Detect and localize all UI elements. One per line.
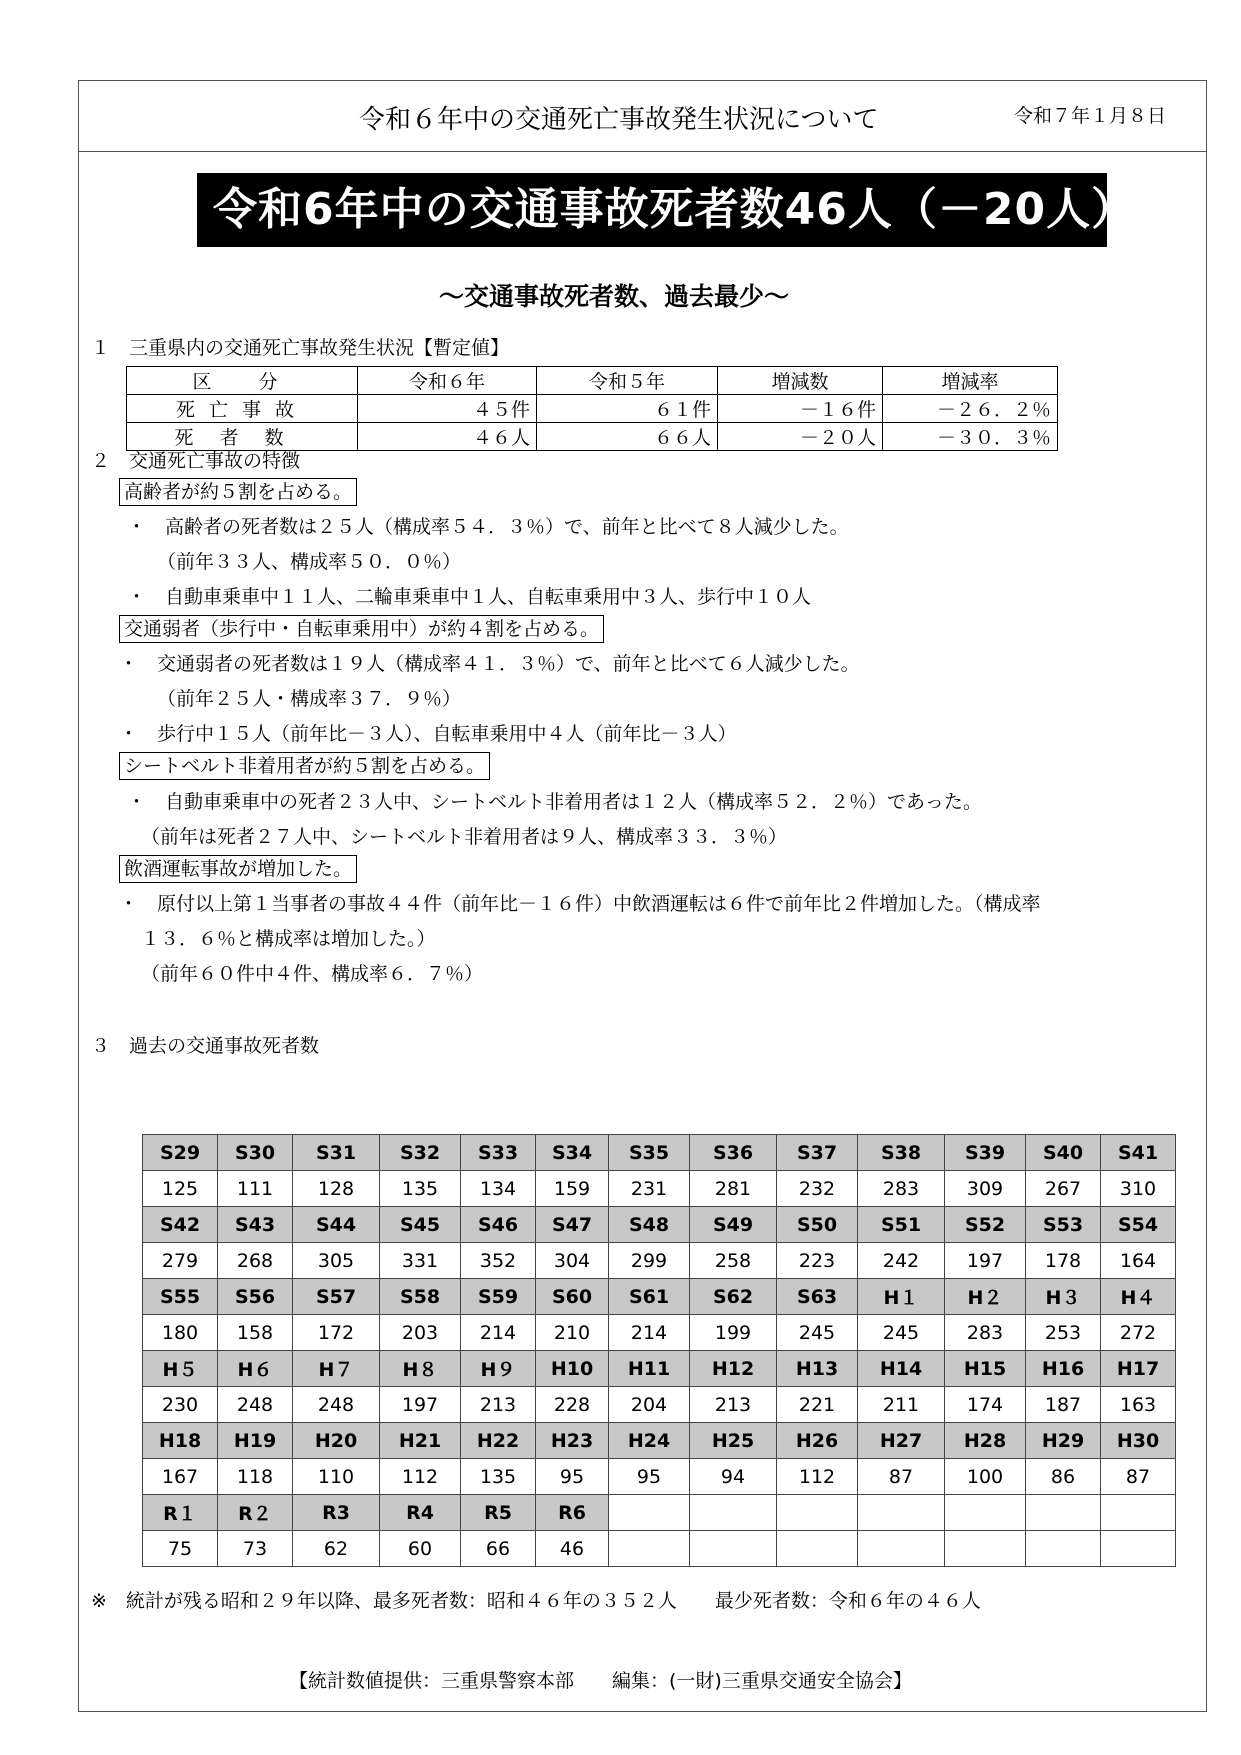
value-cell: 135 bbox=[461, 1459, 536, 1495]
value-cell: 283 bbox=[945, 1315, 1026, 1351]
era-cell: S38 bbox=[858, 1135, 945, 1171]
value-cell: 268 bbox=[218, 1243, 293, 1279]
era-cell bbox=[1026, 1495, 1101, 1531]
value-cell: 309 bbox=[945, 1171, 1026, 1207]
summary-value-cell: ４５件 bbox=[358, 395, 537, 423]
era-cell: S39 bbox=[945, 1135, 1026, 1171]
feature-line: （前年は死者２７人中、シートベルト非着用者は９人、構成率３３．３％） bbox=[141, 826, 788, 848]
era-cell: H30 bbox=[1101, 1423, 1176, 1459]
section2-heading: ２ 交通死亡事故の特徴 bbox=[91, 450, 301, 472]
value-cell: 164 bbox=[1101, 1243, 1176, 1279]
value-cell: 95 bbox=[609, 1459, 690, 1495]
footnote: ※ 統計が残る昭和２９年以降、最多死者数：昭和４６年の３５２人 最少死者数：令和６年の４６人 bbox=[91, 1590, 981, 1612]
value-cell: 94 bbox=[690, 1459, 777, 1495]
value-cell: 180 bbox=[143, 1315, 218, 1351]
feature-line: ・ 交通弱者の死者数は１９人（構成率４１．３％）で、前年と比べて６人減少した。 bbox=[119, 653, 860, 675]
value-cell: 221 bbox=[777, 1387, 858, 1423]
value-cell bbox=[1101, 1531, 1176, 1567]
era-cell: H15 bbox=[945, 1351, 1026, 1387]
era-cell: S50 bbox=[777, 1207, 858, 1243]
feature-line: ・ 自動車乗車中１１人、二輪車乗車中１人、自転車乗用中３人、歩行中１０人 bbox=[127, 586, 812, 608]
value-cell: 305 bbox=[293, 1243, 380, 1279]
section1-heading: １ 三重県内の交通死亡事故発生状況【暫定値】 bbox=[91, 337, 510, 359]
era-cell: H６ bbox=[218, 1351, 293, 1387]
era-row bbox=[143, 1351, 1176, 1387]
value-cell: 211 bbox=[858, 1387, 945, 1423]
era-cell: H22 bbox=[461, 1423, 536, 1459]
summary-header-cell: 区 分 bbox=[127, 367, 358, 395]
era-cell: S29 bbox=[143, 1135, 218, 1171]
history-table bbox=[142, 1134, 1176, 1567]
era-cell: H25 bbox=[690, 1423, 777, 1459]
era-cell: H18 bbox=[143, 1423, 218, 1459]
era-cell: H21 bbox=[380, 1423, 461, 1459]
era-cell: H７ bbox=[293, 1351, 380, 1387]
value-cell: 279 bbox=[143, 1243, 218, 1279]
era-cell: R3 bbox=[293, 1495, 380, 1531]
value-cell: 281 bbox=[690, 1171, 777, 1207]
era-cell: S32 bbox=[380, 1135, 461, 1171]
era-cell bbox=[609, 1495, 690, 1531]
value-cell: 230 bbox=[143, 1387, 218, 1423]
feature-line: （前年６０件中４件、構成率６．７％） bbox=[141, 963, 484, 985]
era-cell: H28 bbox=[945, 1423, 1026, 1459]
era-cell: R5 bbox=[461, 1495, 536, 1531]
era-cell bbox=[1101, 1495, 1176, 1531]
summary-header-cell: 増減数 bbox=[718, 367, 883, 395]
value-cell: 210 bbox=[536, 1315, 609, 1351]
era-cell: S48 bbox=[609, 1207, 690, 1243]
era-cell: S40 bbox=[1026, 1135, 1101, 1171]
value-cell: 267 bbox=[1026, 1171, 1101, 1207]
value-cell: 158 bbox=[218, 1315, 293, 1351]
feature-line: （前年２５人・構成率３７．９％） bbox=[157, 688, 462, 710]
era-cell: S36 bbox=[690, 1135, 777, 1171]
era-cell: S44 bbox=[293, 1207, 380, 1243]
value-cell: 62 bbox=[293, 1531, 380, 1567]
era-cell: H23 bbox=[536, 1423, 609, 1459]
era-cell: S37 bbox=[777, 1135, 858, 1171]
summary-value-cell: ６１件 bbox=[537, 395, 718, 423]
feature-box-drunk-driving: 飲酒運転事故が増加した。 bbox=[119, 855, 357, 883]
summary-value-cell: －２６．２％ bbox=[883, 395, 1058, 423]
value-cell: 134 bbox=[461, 1171, 536, 1207]
value-cell: 199 bbox=[690, 1315, 777, 1351]
value-cell: 352 bbox=[461, 1243, 536, 1279]
feature-line: １３．６％と構成率は増加した。） bbox=[141, 928, 436, 950]
summary-header-cell: 令和５年 bbox=[537, 367, 718, 395]
value-cell: 66 bbox=[461, 1531, 536, 1567]
value-cell: 248 bbox=[293, 1387, 380, 1423]
value-cell: 118 bbox=[218, 1459, 293, 1495]
era-cell: R4 bbox=[380, 1495, 461, 1531]
section3-heading: ３ 過去の交通事故死者数 bbox=[91, 1035, 320, 1057]
era-cell: H11 bbox=[609, 1351, 690, 1387]
value-cell: 245 bbox=[777, 1315, 858, 1351]
value-cell: 167 bbox=[143, 1459, 218, 1495]
value-cell: 60 bbox=[380, 1531, 461, 1567]
value-cell: 242 bbox=[858, 1243, 945, 1279]
era-cell: S35 bbox=[609, 1135, 690, 1171]
document-title: 令和６年中の交通死亡事故発生状況について bbox=[359, 105, 879, 135]
summary-value-cell: －１６件 bbox=[718, 395, 883, 423]
era-cell bbox=[777, 1495, 858, 1531]
value-row bbox=[143, 1171, 1176, 1207]
era-cell: S51 bbox=[858, 1207, 945, 1243]
era-cell: S42 bbox=[143, 1207, 218, 1243]
era-cell: H17 bbox=[1101, 1351, 1176, 1387]
value-row bbox=[143, 1243, 1176, 1279]
value-cell: 159 bbox=[536, 1171, 609, 1207]
feature-box-seatbelt: シートベルト非着用者が約５割を占める。 bbox=[119, 752, 490, 780]
value-cell: 87 bbox=[858, 1459, 945, 1495]
era-cell: R２ bbox=[218, 1495, 293, 1531]
value-cell: 112 bbox=[777, 1459, 858, 1495]
era-cell: R6 bbox=[536, 1495, 609, 1531]
era-cell: H27 bbox=[858, 1423, 945, 1459]
era-row bbox=[143, 1495, 1176, 1531]
era-cell: H３ bbox=[1026, 1279, 1101, 1315]
summary-value-cell: －２０人 bbox=[718, 423, 883, 451]
era-cell: H８ bbox=[380, 1351, 461, 1387]
value-cell: 214 bbox=[609, 1315, 690, 1351]
summary-label-cell: 死亡事故 bbox=[127, 395, 358, 423]
feature-box-elderly: 高齢者が約５割を占める。 bbox=[119, 478, 357, 506]
value-cell: 223 bbox=[777, 1243, 858, 1279]
era-cell: S31 bbox=[293, 1135, 380, 1171]
value-row bbox=[143, 1459, 1176, 1495]
summary-row bbox=[127, 395, 1058, 423]
value-cell: 174 bbox=[945, 1387, 1026, 1423]
era-cell: R１ bbox=[143, 1495, 218, 1531]
summary-label-cell: 死者数 bbox=[127, 423, 358, 451]
feature-line: （前年３３人、構成率５０．０％） bbox=[157, 551, 462, 573]
value-cell: 95 bbox=[536, 1459, 609, 1495]
era-cell: S41 bbox=[1101, 1135, 1176, 1171]
value-cell: 204 bbox=[609, 1387, 690, 1423]
value-cell bbox=[1026, 1531, 1101, 1567]
value-cell: 304 bbox=[536, 1243, 609, 1279]
era-cell: H16 bbox=[1026, 1351, 1101, 1387]
value-cell: 232 bbox=[777, 1171, 858, 1207]
document-date: 令和７年１月８日 bbox=[1013, 105, 1166, 127]
value-cell: 331 bbox=[380, 1243, 461, 1279]
value-cell: 135 bbox=[380, 1171, 461, 1207]
era-cell: H２ bbox=[945, 1279, 1026, 1315]
era-cell: S30 bbox=[218, 1135, 293, 1171]
value-cell: 46 bbox=[536, 1531, 609, 1567]
value-cell: 75 bbox=[143, 1531, 218, 1567]
value-cell: 248 bbox=[218, 1387, 293, 1423]
value-cell: 213 bbox=[461, 1387, 536, 1423]
value-cell: 172 bbox=[293, 1315, 380, 1351]
value-cell: 86 bbox=[1026, 1459, 1101, 1495]
era-cell: S62 bbox=[690, 1279, 777, 1315]
era-cell: S59 bbox=[461, 1279, 536, 1315]
value-cell: 73 bbox=[218, 1531, 293, 1567]
feature-line: ・ 高齢者の死者数は２５人（構成率５４．３％）で、前年と比べて８人減少した。 bbox=[127, 516, 849, 538]
era-cell: S33 bbox=[461, 1135, 536, 1171]
value-cell: 213 bbox=[690, 1387, 777, 1423]
headline-banner: 令和6年中の交通事故死者数46人（－20人） bbox=[197, 173, 1107, 247]
value-cell: 253 bbox=[1026, 1315, 1101, 1351]
value-cell: 299 bbox=[609, 1243, 690, 1279]
era-row bbox=[143, 1279, 1176, 1315]
feature-line: ・ 歩行中１５人（前年比－３人）、自転車乗用中４人（前年比－３人） bbox=[119, 723, 737, 745]
era-cell: S60 bbox=[536, 1279, 609, 1315]
era-cell: H４ bbox=[1101, 1279, 1176, 1315]
era-cell: S53 bbox=[1026, 1207, 1101, 1243]
value-cell bbox=[858, 1531, 945, 1567]
era-row bbox=[143, 1207, 1176, 1243]
summary-value-cell: ６６人 bbox=[537, 423, 718, 451]
value-cell: 125 bbox=[143, 1171, 218, 1207]
era-cell: H29 bbox=[1026, 1423, 1101, 1459]
era-cell bbox=[858, 1495, 945, 1531]
value-cell: 163 bbox=[1101, 1387, 1176, 1423]
era-cell: H１ bbox=[858, 1279, 945, 1315]
era-row bbox=[143, 1135, 1176, 1171]
value-cell: 283 bbox=[858, 1171, 945, 1207]
summary-table bbox=[126, 366, 1058, 451]
era-cell: S54 bbox=[1101, 1207, 1176, 1243]
value-cell bbox=[609, 1531, 690, 1567]
summary-value-cell: －３０．３％ bbox=[883, 423, 1058, 451]
era-cell: H12 bbox=[690, 1351, 777, 1387]
era-cell: S46 bbox=[461, 1207, 536, 1243]
value-cell: 272 bbox=[1101, 1315, 1176, 1351]
value-cell: 231 bbox=[609, 1171, 690, 1207]
value-cell bbox=[777, 1531, 858, 1567]
era-cell: S57 bbox=[293, 1279, 380, 1315]
value-cell: 310 bbox=[1101, 1171, 1176, 1207]
era-cell: S58 bbox=[380, 1279, 461, 1315]
era-cell: H24 bbox=[609, 1423, 690, 1459]
summary-header-cell: 令和６年 bbox=[358, 367, 537, 395]
value-row bbox=[143, 1315, 1176, 1351]
era-cell bbox=[945, 1495, 1026, 1531]
era-cell: S43 bbox=[218, 1207, 293, 1243]
subtitle: ～交通事故死者数、過去最少～ bbox=[439, 282, 790, 311]
value-cell: 178 bbox=[1026, 1243, 1101, 1279]
era-cell: S45 bbox=[380, 1207, 461, 1243]
footer-credit: 【統計数値提供：三重県警察本部 編集：(一財)三重県交通安全協会】 bbox=[289, 1670, 912, 1692]
era-cell: S34 bbox=[536, 1135, 609, 1171]
value-cell: 197 bbox=[945, 1243, 1026, 1279]
era-cell: H14 bbox=[858, 1351, 945, 1387]
value-cell: 203 bbox=[380, 1315, 461, 1351]
document-frame bbox=[78, 80, 1207, 1712]
era-cell: S47 bbox=[536, 1207, 609, 1243]
value-cell: 111 bbox=[218, 1171, 293, 1207]
era-row bbox=[143, 1423, 1176, 1459]
summary-value-cell: ４６人 bbox=[358, 423, 537, 451]
feature-line: ・ 自動車乗車中の死者２３人中、シートベルト非着用者は１２人（構成率５２．２％）であった。 bbox=[127, 791, 982, 813]
value-cell: 112 bbox=[380, 1459, 461, 1495]
value-row bbox=[143, 1387, 1176, 1423]
value-cell: 128 bbox=[293, 1171, 380, 1207]
value-cell: 187 bbox=[1026, 1387, 1101, 1423]
value-cell: 258 bbox=[690, 1243, 777, 1279]
value-cell: 245 bbox=[858, 1315, 945, 1351]
value-cell: 197 bbox=[380, 1387, 461, 1423]
era-cell: S56 bbox=[218, 1279, 293, 1315]
value-cell: 228 bbox=[536, 1387, 609, 1423]
era-cell: H５ bbox=[143, 1351, 218, 1387]
feature-box-vulnerable: 交通弱者（歩行中・自転車乗用中）が約４割を占める。 bbox=[119, 615, 604, 643]
era-cell: H20 bbox=[293, 1423, 380, 1459]
era-cell: S52 bbox=[945, 1207, 1026, 1243]
feature-line: ・ 原付以上第１当事者の事故４４件（前年比－１６件）中飲酒運転は６件で前年比２件増加した。（構成率 bbox=[119, 893, 1041, 915]
value-cell: 100 bbox=[945, 1459, 1026, 1495]
summary-header-cell: 増減率 bbox=[883, 367, 1058, 395]
era-cell: H19 bbox=[218, 1423, 293, 1459]
era-cell: S61 bbox=[609, 1279, 690, 1315]
header-divider bbox=[79, 151, 1206, 152]
era-cell: S49 bbox=[690, 1207, 777, 1243]
value-cell: 110 bbox=[293, 1459, 380, 1495]
era-cell bbox=[690, 1495, 777, 1531]
era-cell: S63 bbox=[777, 1279, 858, 1315]
era-cell: H９ bbox=[461, 1351, 536, 1387]
era-cell: H26 bbox=[777, 1423, 858, 1459]
era-cell: H10 bbox=[536, 1351, 609, 1387]
value-cell bbox=[690, 1531, 777, 1567]
era-cell: S55 bbox=[143, 1279, 218, 1315]
value-cell bbox=[945, 1531, 1026, 1567]
summary-header-row bbox=[127, 367, 1058, 395]
value-row bbox=[143, 1531, 1176, 1567]
value-cell: 87 bbox=[1101, 1459, 1176, 1495]
value-cell: 214 bbox=[461, 1315, 536, 1351]
era-cell: H13 bbox=[777, 1351, 858, 1387]
